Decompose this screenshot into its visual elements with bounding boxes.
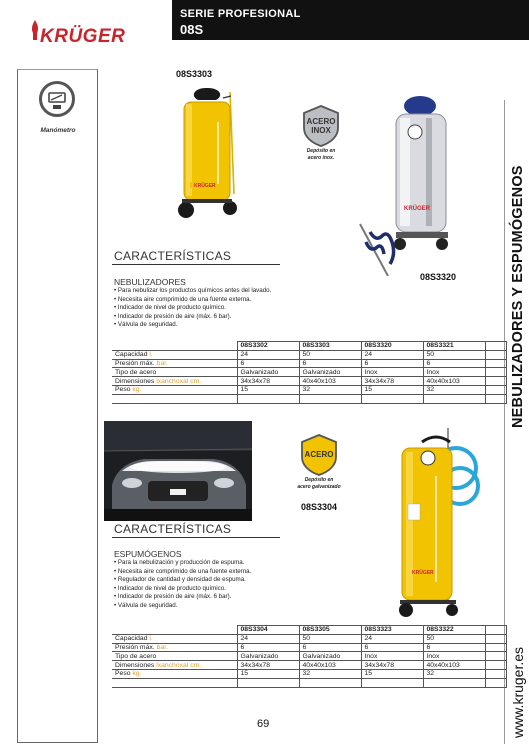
table-cell: 6 xyxy=(299,643,361,652)
table-cell: 50 xyxy=(299,350,361,359)
column-header: 08S3323 xyxy=(361,626,423,635)
svg-text:INOX: INOX xyxy=(311,126,331,135)
list-item: • Válvula de seguridad. xyxy=(114,321,271,330)
table-cell: 40x40x103 xyxy=(423,661,485,670)
row-label: Presión máx. bar. xyxy=(112,359,237,368)
row-label: Tipo de acero xyxy=(112,368,237,377)
table-cell: 15 xyxy=(361,669,423,678)
acero-inox-badge xyxy=(299,104,343,148)
table-row xyxy=(112,377,506,386)
table-cell: 6 xyxy=(299,359,361,368)
yellow-nebulizer-image xyxy=(168,82,248,222)
row-label: Capacidad l. xyxy=(112,350,237,359)
table-cell: 32 xyxy=(423,669,485,678)
table-cell: 32 xyxy=(299,669,361,678)
row-label: Dimensiones lxanchoxal cm. xyxy=(112,377,237,386)
list-item: • Para nebulizar los productos químicos antes del lavado. xyxy=(114,287,271,296)
series-title: SERIE PROFESIONAL xyxy=(180,8,301,20)
section-divider xyxy=(112,537,280,538)
acero-inox-caption: Depósito en acero inox. xyxy=(306,148,336,161)
table-cell: 40x40x103 xyxy=(299,377,361,386)
column-header: 08S3321 xyxy=(423,342,485,351)
table-header-row xyxy=(112,626,506,635)
list-item: • Para la nebulización y producción de espuma. xyxy=(114,559,251,568)
table-cell: 6 xyxy=(361,643,423,652)
table-cell: 40x40x103 xyxy=(299,661,361,670)
nebulizadores-section-title: CARACTERÍSTICAS xyxy=(114,249,232,263)
list-item: • Necesita aire comprimido de una fuente externa. xyxy=(114,568,251,577)
table-cell: Inox xyxy=(361,652,423,661)
svg-text:ACERO: ACERO xyxy=(306,117,336,126)
list-item: • Válvula de seguridad. xyxy=(114,602,251,611)
table-row xyxy=(112,669,506,678)
table-cell: Inox xyxy=(423,652,485,661)
car-foam-photo xyxy=(104,421,252,521)
table-cell: 34x34x78 xyxy=(361,661,423,670)
section-divider xyxy=(112,264,280,265)
table-cell: 6 xyxy=(237,643,299,652)
espumogenos-bullets xyxy=(114,559,251,610)
manometer-label: Manómetro xyxy=(40,127,76,134)
table-cell: 40x40x103 xyxy=(423,377,485,386)
table-cell: 50 xyxy=(423,350,485,359)
row-label: Capacidad l. xyxy=(112,634,237,643)
table-cell: 32 xyxy=(423,385,485,394)
website[interactable] xyxy=(508,600,528,740)
column-header: 08S3302 xyxy=(237,342,299,351)
acero-galvanizado-badge xyxy=(297,433,341,477)
table-cell: Galvanizado xyxy=(237,652,299,661)
kruger-logo xyxy=(30,18,150,48)
table-cell: 50 xyxy=(423,634,485,643)
table-cell: Galvanizado xyxy=(299,368,361,377)
table-cell: Inox xyxy=(361,368,423,377)
vertical-title-text: NEBULIZADORES Y ESPUMÓGENOS xyxy=(510,165,526,428)
table-cell: 32 xyxy=(299,385,361,394)
table-cell: 24 xyxy=(361,634,423,643)
row-label: Presión máx. bar. xyxy=(112,643,237,652)
table-cell: 6 xyxy=(361,359,423,368)
nebulizadores-spec-table xyxy=(112,341,507,404)
table-row xyxy=(112,634,506,643)
table-row xyxy=(112,385,506,394)
table-cell: 6 xyxy=(237,359,299,368)
product-code-top-left: 08S3303 xyxy=(176,69,213,79)
row-label: Tipo de acero xyxy=(112,652,237,661)
row-label: Dimensiones lxanchoxal cm. xyxy=(112,661,237,670)
table-cell: 24 xyxy=(237,634,299,643)
list-item: • Indicador de nivel de producto químico. xyxy=(114,304,271,313)
header-bar xyxy=(172,0,529,40)
nebulizadores-subtitle: NEBULIZADORES xyxy=(114,277,186,287)
row-label: Peso kg. xyxy=(112,669,237,678)
flame-icon xyxy=(30,20,40,40)
list-item: • Indicador de presión de aire (máx. 6 bar). xyxy=(114,593,251,602)
list-item: • Regulador de cantidad y densidad de espuma. xyxy=(114,576,251,585)
table-row xyxy=(112,368,506,377)
brand-name: KRÜGER xyxy=(40,26,126,47)
manometer-feature xyxy=(18,70,98,151)
table-cell: 34x34x78 xyxy=(361,377,423,386)
table-row xyxy=(112,652,506,661)
left-panel xyxy=(17,69,98,743)
list-item: • Indicador de nivel de producto químico. xyxy=(114,585,251,594)
column-header: 08S3322 xyxy=(423,626,485,635)
table-cell: 34x34x78 xyxy=(237,377,299,386)
table-cell: 6 xyxy=(423,643,485,652)
table-cell: 15 xyxy=(237,669,299,678)
table-cell: 24 xyxy=(361,350,423,359)
table-cell: 15 xyxy=(237,385,299,394)
table-row xyxy=(112,678,506,687)
table-row xyxy=(112,643,506,652)
table-row xyxy=(112,350,506,359)
product-code-bottom: 08S3304 xyxy=(301,502,338,512)
table-cell: 15 xyxy=(361,385,423,394)
table-row xyxy=(112,394,506,403)
vertical-title xyxy=(508,160,528,430)
svg-text:KRÜGER: KRÜGER xyxy=(404,206,431,212)
yellow-foam-generator-image xyxy=(380,424,500,618)
table-cell: Galvanizado xyxy=(299,652,361,661)
espumogenos-section-title: CARACTERÍSTICAS xyxy=(114,522,232,536)
svg-text:KRÜGER: KRÜGER xyxy=(194,183,216,189)
column-header: 08S3320 xyxy=(361,342,423,351)
list-item: • Necesita aire comprimido de una fuente externa. xyxy=(114,296,271,305)
table-cell: Galvanizado xyxy=(237,368,299,377)
table-cell: Inox xyxy=(423,368,485,377)
column-header: 08S3303 xyxy=(299,342,361,351)
svg-text:ACERO: ACERO xyxy=(304,450,334,459)
espumogenos-spec-table xyxy=(112,625,507,688)
list-item: • Indicador de presión de aire (máx. 6 bar). xyxy=(114,313,271,322)
espumogenos-subtitle: ESPUMÓGENOS xyxy=(114,549,182,559)
table-header-row xyxy=(112,342,506,351)
acero-galvanizado-caption: Depósito en acero galvanizado xyxy=(297,477,341,490)
nebulizadores-bullets xyxy=(114,287,271,330)
manometer-icon xyxy=(39,81,75,117)
column-header: 08S3305 xyxy=(299,626,361,635)
table-row xyxy=(112,359,506,368)
table-cell: 24 xyxy=(237,350,299,359)
table-cell: 50 xyxy=(299,634,361,643)
row-label: Peso kg. xyxy=(112,385,237,394)
page-number: 69 xyxy=(257,718,270,730)
product-code-top-right: 08S3320 xyxy=(420,272,457,282)
table-cell: 6 xyxy=(423,359,485,368)
series-code: 08S xyxy=(180,22,204,37)
website-text[interactable]: www.kruger.es xyxy=(510,646,526,738)
column-header: 08S3304 xyxy=(237,626,299,635)
svg-text:KRÜGER: KRÜGER xyxy=(412,570,434,576)
table-cell: 34x34x78 xyxy=(237,661,299,670)
stainless-nebulizer-image xyxy=(340,92,490,276)
table-row xyxy=(112,661,506,670)
